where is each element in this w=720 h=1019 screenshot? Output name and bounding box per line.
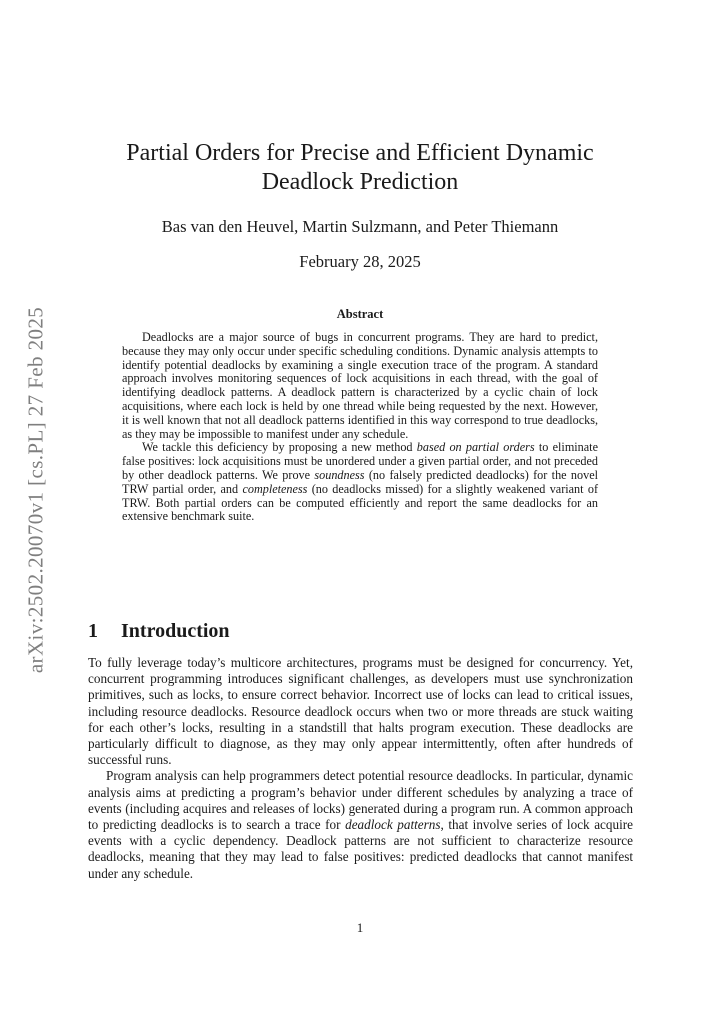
abstract-paragraph-1: Deadlocks are a major source of bugs in concurrent programs. They are hard to predict, because they may only occur under specific scheduling conditions. Dynamic analysis attempts to identify potential deadlocks by examining a single execution trace of the program. A standard approach involves monitoring sequences of lock acquisitions in each thread, with the goal of identifying deadlock patterns. A deadlock pattern is characterized by a cyclic chain of lock acquisitions, where each lock is held by one thread while being requested by the next. However, it is well known that not all deadlock patterns identified in this way correspond to true deadlocks, as they may be impossible to manifest under any schedule. (122, 330, 598, 441)
abstract-text: (no deadlocks missed) for a slightly weakened variant of TRW. Both partial orders can be computed efficiently and report the same deadlocks for an extensive benchmark suite. (122, 481, 599, 524)
paper-title (80, 139, 640, 197)
body-emphasis: deadlock patterns (345, 817, 441, 833)
page-number: 1 (356, 920, 364, 935)
introduction-body (88, 655, 633, 882)
title-line-2: Deadlock Prediction (261, 169, 459, 195)
abstract-text: to eliminate false positives: lock acquisitions must be unordered under a given partial order, and not preceded by other deadlock patterns. We prove (122, 440, 598, 482)
date: February 28, 2025 (299, 252, 421, 271)
body-text: , that involve series of lock acquire events with a cyclic dependency. Deadlock patterns are not sufficient to characterize resource deadlocks, meaning that they may lead to false positives: predicted deadlocks that cannot manifest under any schedule. (88, 817, 633, 881)
body-paragraph-1: To fully leverage today’s multicore architectures, programs must be designed for concurrency. Yet, concurrent programming introduces significant challenges, as developers must use synchronization primitives, such as locks, to ensure correct behavior. Incorrect use of locks can lead to critical issues, including resource deadlocks. Resource deadlock occurs when two or more threads are stuck waiting for each other’s locks, resulting in a standstill that halts program execution. These deadlocks are particularly difficult to diagnose, as they may only appear intermittently, often after hundreds of successful runs. (88, 655, 633, 768)
arxiv-identifier: arXiv:2502.20070v1 [cs.PL] 27 Feb 2025 (23, 306, 48, 674)
section-heading (88, 619, 230, 643)
authors: Bas van den Heuvel, Martin Sulzmann, and Peter Thiemann (161, 217, 559, 236)
abstract-body (122, 331, 598, 524)
section-title: Introduction (121, 620, 230, 642)
body-text: Program analysis can help programmers detect potential resource deadlocks. In particular, dynamic analysis aims at predicting a program’s behavior under different schedules by analyzing a trace of events (including acquires and releases of locks) generated during a program run. A common approach to predicting deadlocks is to search a trace for (88, 768, 633, 833)
title-line-1: Partial Orders for Precise and Efficient Dynamic (126, 140, 594, 166)
abstract-emphasis: soundness (314, 467, 365, 482)
abstract-emphasis: based on partial orders (416, 440, 535, 455)
body-paragraph-2 (88, 768, 633, 881)
abstract-text: We tackle this deficiency by proposing a new method (142, 440, 417, 455)
abstract-paragraph-2 (122, 441, 598, 524)
abstract-emphasis: completeness (242, 481, 308, 496)
abstract-heading: Abstract (336, 307, 384, 321)
abstract-text: (no falsely predicted deadlocks) for the novel TRW partial order, and (122, 467, 598, 496)
section-number: 1 (88, 620, 98, 642)
